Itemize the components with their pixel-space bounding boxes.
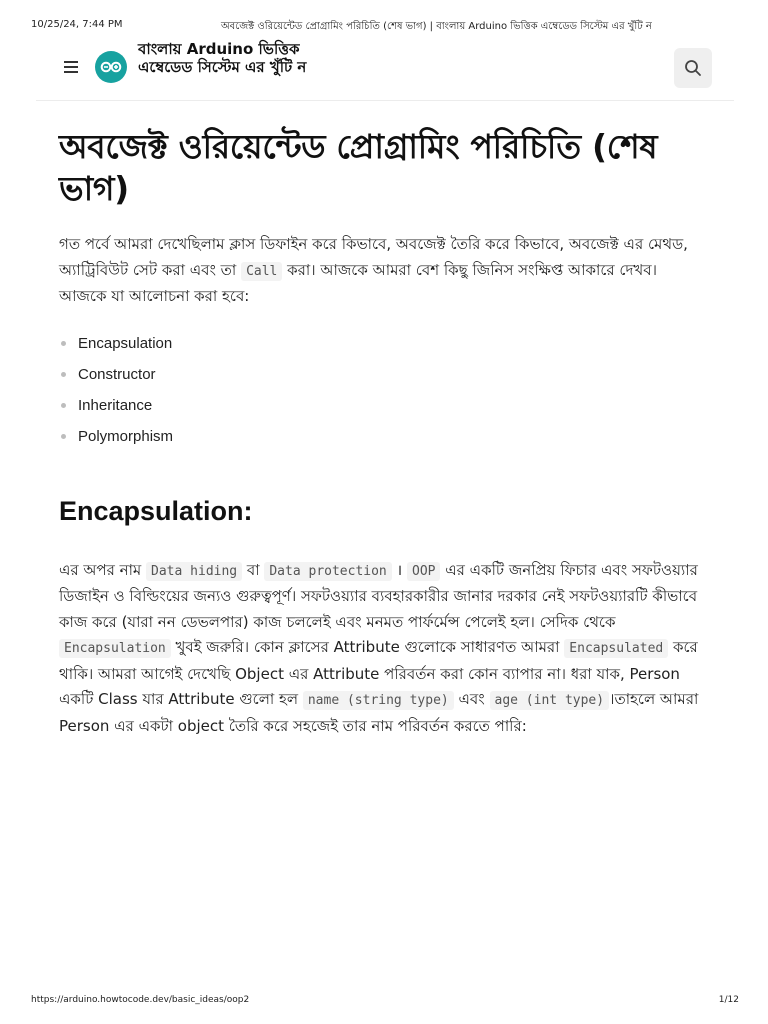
inline-code: Data hiding [146,562,242,581]
site-title[interactable]: বাংলায় Arduino ভিত্তিক এম্বেডেড সিস্টেম এর খুঁটি ন [138,40,307,76]
inline-code: Encapsulation [59,639,171,658]
print-document-title: অবজেক্ট ওরিয়েন্টেড প্রোগ্রামিং পরিচিতি (শেষ ভাগ) | বাংলায় Arduino ভিত্তিক এম্বেডেড সিস্টেম এর খুঁটি ন [221,21,652,32]
inline-code: OOP [407,562,440,581]
page-url: https://arduino.howtocode.dev/basic_ideas/oop2 [31,995,250,1005]
inline-code: age (int type) [490,691,610,710]
list-item: Encapsulation [59,328,709,359]
site-navbar [36,38,734,101]
search-button[interactable] [674,48,712,88]
hamburger-menu-icon[interactable] [64,59,80,73]
arduino-logo-icon[interactable] [95,51,127,83]
list-item: Inheritance [59,390,709,421]
intro-paragraph: গত পর্বে আমরা দেখেছিলাম ক্লাস ডিফাইন করে কিভাবে, অবজেক্ট তৈরি করে কিভাবে, অবজেক্ট এর মেথড, অ্যাট্রিবিউট সেট করা এবং তা Call করা। আজকে আমরা বেশ কিছু জিনিস সংক্ষিপ্ত আকারে দেখব। আজকে যা আলোচনা করা হবে: [59,235,688,305]
list-item: Constructor [59,359,709,390]
inline-code: Data protection [264,562,391,581]
topic-list [59,328,709,452]
encapsulation-paragraph: এর অপর নাম Data hiding বা Data protection । OOP এর একটি জনপ্রিয় ফিচার এবং সফটওয়্যার ডিজাইন ও বিল্ডিংয়ের জন্যও গুরুত্বপূর্ণ। সফটওয়্যার ব্যবহারকারীর জানার দরকার নেই সফটওয়্যারটি কীভাবে কাজ করে (যারা নন ডেভলপার) কাজ চললেই এবং মনমত পার্ফর্মেন্স পেলেই হল। সেদিক থেকে Encapsulation খুবই জরুরি। কোন ক্লাসের Attribute গুলোকে সাধারণত আমরা Encapsulated করে থাকি। আমরা আগেই দেখেছি Object এর Attribute পরিবর্তন করা কোন ব্যাপার না। ধরা যাক, Person একটি Class যার Attribute গুলো হল name (string type) এবং age (int type) ।তাহলে আমরা Person এর একটা object তৈরি করে সহজেই তার নাম পরিবর্তন করতে পারি: [59,560,699,735]
print-header [31,19,737,33]
inline-code: Encapsulated [564,639,668,658]
inline-code: name (string type) [303,691,454,710]
search-icon [684,59,702,77]
print-footer [31,995,739,1009]
page-number: 1/12 [718,995,739,1005]
print-datetime: 10/25/24, 7:44 PM [31,19,123,30]
list-item: Polymorphism [59,421,709,452]
inline-code: Call [241,262,282,281]
article-content [59,126,709,739]
section-heading-encapsulation: Encapsulation: [59,495,253,526]
page-title: অবজেক্ট ওরিয়েন্টেড প্রোগ্রামিং পরিচিতি (শেষ ভাগ) [59,127,658,208]
